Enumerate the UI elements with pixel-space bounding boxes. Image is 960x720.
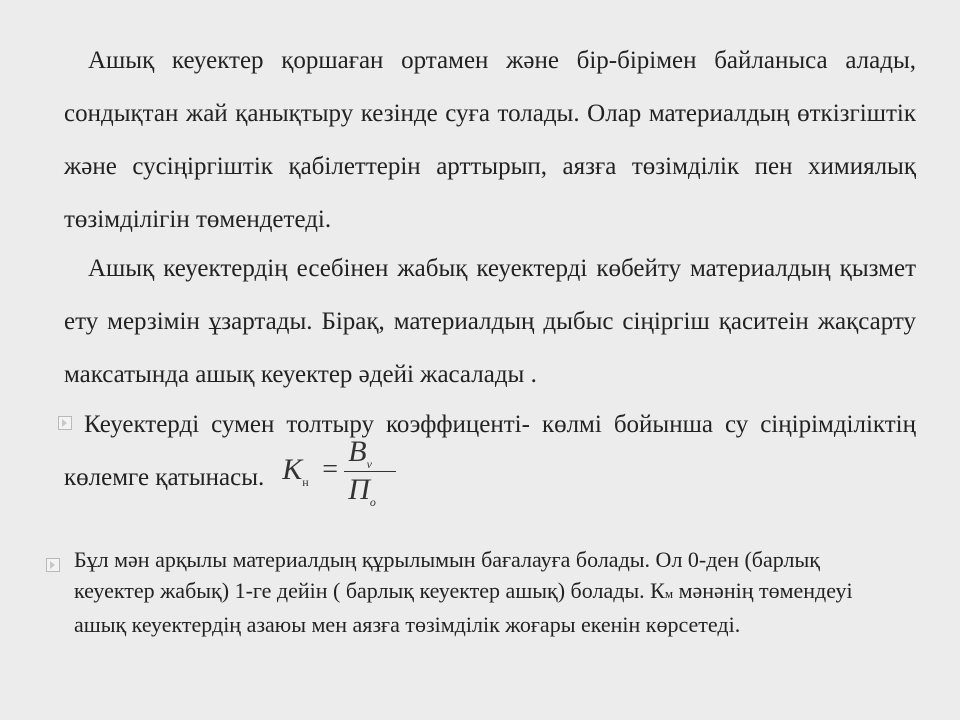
bullet-arrow-icon <box>58 416 72 430</box>
structure-text-1: Бұл мән арқылы материалдың құрылымын бағалауға болады. Ол 0-ден (барлық кеуектер жабық) 1-ге дейін ( барлық кеуектер ашық) болады. К <box>74 547 820 603</box>
formula-equals: = <box>322 454 339 485</box>
fill-coefficient-text: Кеуектерді сумен толтыру коэффиценті- көлмі бойынша су сіңірімділіктің көлемге қатынасы. <box>64 411 916 491</box>
paragraph-fill-coefficient <box>64 398 916 521</box>
formula <box>278 435 398 509</box>
paragraph-closed-pores: Ашық кеуектердің есебінен жабық кеуектерді көбейту материалдың қызмет ету мерзімін ұзартады. Бірақ, материалдың дыбыс сіңіргіш қаситеін жақсарту максатында ашық кеуектер әдейі жасалады . <box>64 255 916 388</box>
paragraph-structure-assessment <box>74 544 878 640</box>
formula-numerator: $B_v$ <box>348 435 372 471</box>
paragraph-open-pores: Ашық кеуектер қоршаған ортамен және бір-бірімен байланыса алады, сондықтан жай қанықтыру кезінде суға толады. Олар материалдың өткізгіштік және сусіңіргіштік қабілеттерін арттырып, аязға төзімділік пен химиялық төзімділігін төмендетеді. <box>64 47 916 233</box>
formula-denominator: $П_о$ <box>348 473 376 509</box>
formula-lhs: $K_н$ <box>282 453 309 489</box>
bullet-arrow-icon <box>46 558 60 572</box>
km-subscript: м <box>664 586 674 601</box>
fraction-bar <box>344 471 396 472</box>
structure-text-2: мәнәнің төмендеуі ашық кеуектердің азаюы мен аязға төзімділік жоғары екенін көрсетеді. <box>74 578 853 637</box>
